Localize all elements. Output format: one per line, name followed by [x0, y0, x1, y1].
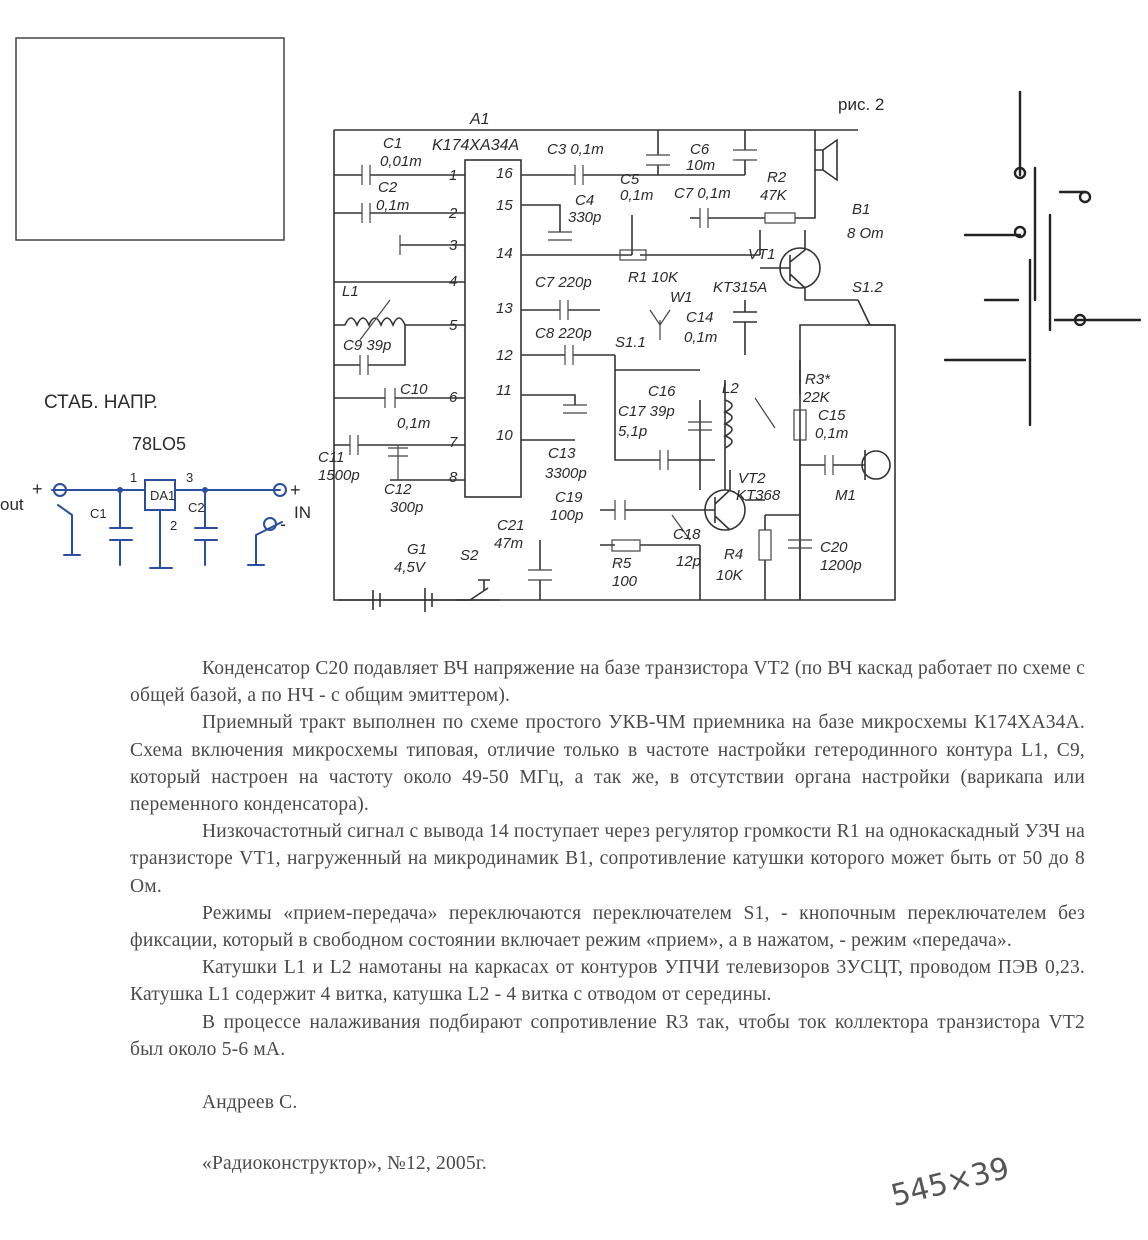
svg-text:300p: 300p — [390, 499, 424, 516]
svg-text:L1: L1 — [342, 283, 359, 300]
svg-text:2: 2 — [170, 518, 178, 533]
svg-text:5: 5 — [449, 317, 458, 334]
svg-text:1: 1 — [130, 470, 138, 485]
regulator-sketch — [0, 392, 311, 568]
ic-right-pins — [496, 165, 513, 444]
svg-text:W1: W1 — [670, 289, 693, 306]
coil-l2 — [725, 400, 732, 448]
svg-text:C5: C5 — [620, 171, 640, 188]
resistor-r4 — [759, 530, 771, 560]
paragraph: Приемный тракт выполнен по схеме простого УКВ-ЧМ приемника на базе микросхемы К174ХА34А. Схема включения микросхемы типовая, отличие только в частоте настройки гетеродинного контура L1, С9, который настроен на частоту около 49-50 МГц, а так же, в отсутствии органа настройки (варикапа или переменного конденсатора). — [130, 712, 1085, 816]
switch-sketch — [945, 92, 1140, 425]
svg-text:C20: C20 — [820, 539, 848, 556]
svg-text:R3*: R3* — [805, 371, 831, 388]
svg-text:1200p: 1200p — [820, 557, 862, 574]
svg-text:47K: 47K — [760, 187, 787, 204]
microphone-m1 — [855, 450, 890, 480]
svg-text:R2: R2 — [767, 169, 787, 186]
svg-text:R5: R5 — [612, 555, 632, 572]
paragraph: Низкочастотный сигнал с вывода 14 поступает через регулятор громкости R1 на однокаскадный УЗЧ на транзисторе VT1, нагруженный на микродинамик B1, сопротивление катушки которого может быть от 50 до 8 Ом. — [130, 821, 1085, 897]
svg-text:СТАБ. НАПР.: СТАБ. НАПР. — [44, 392, 158, 413]
svg-text:C17 39p: C17 39p — [618, 403, 675, 420]
svg-text:14: 14 — [496, 245, 513, 262]
svg-text:4,5V: 4,5V — [394, 559, 425, 576]
svg-text:S1.2: S1.2 — [852, 279, 883, 296]
svg-text:G1: G1 — [407, 541, 428, 558]
svg-text:47m: 47m — [494, 535, 524, 552]
svg-text:C13: C13 — [548, 445, 576, 462]
svg-text:-: - — [280, 514, 286, 534]
paragraph: Катушки L1 и L2 намотаны на каркасах от контуров УПЧИ телевизоров 3УСЦТ, проводом ПЭВ 0,23. Катушка L1 содержит 4 витка, катушка L2 - 4 витка с отводом от середины. — [130, 957, 1085, 1006]
svg-text:10m: 10m — [686, 157, 716, 174]
svg-text:M1: M1 — [835, 487, 856, 504]
svg-text:3300p: 3300p — [545, 465, 587, 482]
svg-text:3: 3 — [186, 470, 194, 485]
paragraph: Конденсатор С20 подавляет ВЧ напряжение на базе транзистора VT2 (по ВЧ каскад работает по схеме с общей базой, а по НЧ - с общим эмиттером). — [130, 658, 1085, 707]
article-text — [130, 655, 1085, 1177]
svg-text:11: 11 — [496, 382, 512, 399]
svg-text:12: 12 — [496, 347, 513, 364]
svg-text:+: + — [32, 479, 43, 499]
switch-s2 — [455, 580, 490, 600]
svg-text:C7 0,1m: C7 0,1m — [674, 185, 731, 202]
figure-caption: рис. 2 — [838, 95, 885, 114]
paragraph: В процессе налаживания подбирают сопротивление R3 так, чтобы ток коллектора транзистора VT2 был около 5-6 мА. — [130, 1011, 1085, 1060]
svg-text:S2: S2 — [460, 547, 479, 564]
svg-text:78LO5: 78LO5 — [132, 434, 187, 454]
speaker-b1 — [815, 140, 837, 180]
svg-text:L2: L2 — [722, 380, 739, 397]
svg-text:+: + — [290, 480, 301, 500]
antenna-w1 — [650, 310, 670, 340]
resistor-r2 — [765, 213, 795, 223]
svg-text:C7 220p: C7 220p — [535, 274, 592, 291]
svg-text:C6: C6 — [690, 141, 710, 158]
svg-text:C14: C14 — [686, 309, 714, 326]
svg-text:KT315A: KT315A — [713, 279, 768, 296]
svg-text:C16: C16 — [648, 383, 676, 400]
svg-text:VT1: VT1 — [748, 246, 776, 263]
svg-text:B1: B1 — [852, 201, 871, 218]
svg-text:330p: 330p — [568, 209, 602, 226]
svg-text:0,1m: 0,1m — [376, 197, 410, 214]
svg-text:8: 8 — [449, 469, 458, 486]
svg-text:0,01m: 0,01m — [380, 153, 422, 170]
svg-text:C1: C1 — [383, 135, 403, 152]
svg-text:IN: IN — [294, 503, 311, 522]
svg-text:10K: 10K — [716, 567, 743, 584]
handwritten-note: 545×39 — [887, 1150, 1014, 1215]
svg-text:13: 13 — [496, 300, 513, 317]
svg-text:0,1m: 0,1m — [684, 329, 718, 346]
svg-text:S1.1: S1.1 — [615, 334, 646, 351]
svg-text:10: 10 — [496, 427, 513, 444]
svg-text:C10: C10 — [400, 381, 428, 398]
svg-text:C8 220p: C8 220p — [535, 325, 592, 342]
svg-text:4: 4 — [449, 273, 458, 290]
svg-text:C2: C2 — [378, 179, 398, 196]
svg-text:1500p: 1500p — [318, 467, 360, 484]
svg-text:16: 16 — [496, 165, 513, 182]
svg-text:DA1: DA1 — [150, 488, 176, 503]
svg-text:100: 100 — [612, 573, 638, 590]
svg-text:C3 0,1m: C3 0,1m — [547, 141, 604, 158]
svg-text:C9 39p: C9 39p — [343, 337, 392, 354]
svg-text:C15: C15 — [818, 407, 846, 424]
svg-text:C18: C18 — [673, 526, 701, 543]
svg-text:R4: R4 — [724, 546, 744, 563]
svg-text:2: 2 — [449, 205, 458, 222]
svg-text:KT368: KT368 — [736, 487, 781, 504]
svg-text:C4: C4 — [575, 192, 595, 209]
svg-text:C19: C19 — [555, 489, 583, 506]
right-top-labels — [535, 141, 884, 351]
blank-box — [16, 38, 284, 240]
svg-text:0,1m: 0,1m — [815, 425, 849, 442]
svg-text:100p: 100p — [550, 507, 584, 524]
svg-text:3: 3 — [449, 237, 458, 254]
svg-text:22K: 22K — [803, 389, 830, 406]
svg-text:C1: C1 — [90, 506, 107, 521]
svg-text:C12: C12 — [384, 481, 412, 498]
resistor-r5 — [612, 540, 640, 551]
svg-text:0,1m: 0,1m — [620, 187, 654, 204]
svg-text:6: 6 — [449, 389, 458, 406]
svg-text:out: out — [0, 495, 24, 514]
svg-text:7: 7 — [449, 434, 458, 451]
svg-text:15: 15 — [496, 197, 513, 214]
ic-left-pins — [448, 167, 458, 486]
ic-name: K174XA34A — [432, 137, 520, 154]
svg-text:12p: 12p — [676, 553, 702, 570]
author: Андреев С. — [202, 1092, 298, 1114]
ic-ref: A1 — [470, 111, 490, 128]
svg-text:0,1m: 0,1m — [397, 415, 431, 432]
svg-text:5,1p: 5,1p — [618, 423, 648, 440]
svg-text:8 Om: 8 Om — [847, 225, 884, 242]
svg-text:VT2: VT2 — [738, 470, 766, 487]
paragraph: Режимы «прием-передача» переключаются переключателем S1, - кнопочным переключателем без фиксации, который в свободном состоянии включает режим «прием», а в нажатом, - режим «передача». — [130, 902, 1085, 952]
svg-text:C11: C11 — [318, 449, 345, 466]
source: «Радиоконструктор», №12, 2005г. — [202, 1153, 487, 1175]
svg-text:C21: C21 — [497, 517, 525, 534]
svg-text:R1 10K: R1 10K — [628, 269, 679, 286]
svg-text:1: 1 — [449, 167, 458, 184]
svg-text:C2: C2 — [188, 500, 205, 515]
